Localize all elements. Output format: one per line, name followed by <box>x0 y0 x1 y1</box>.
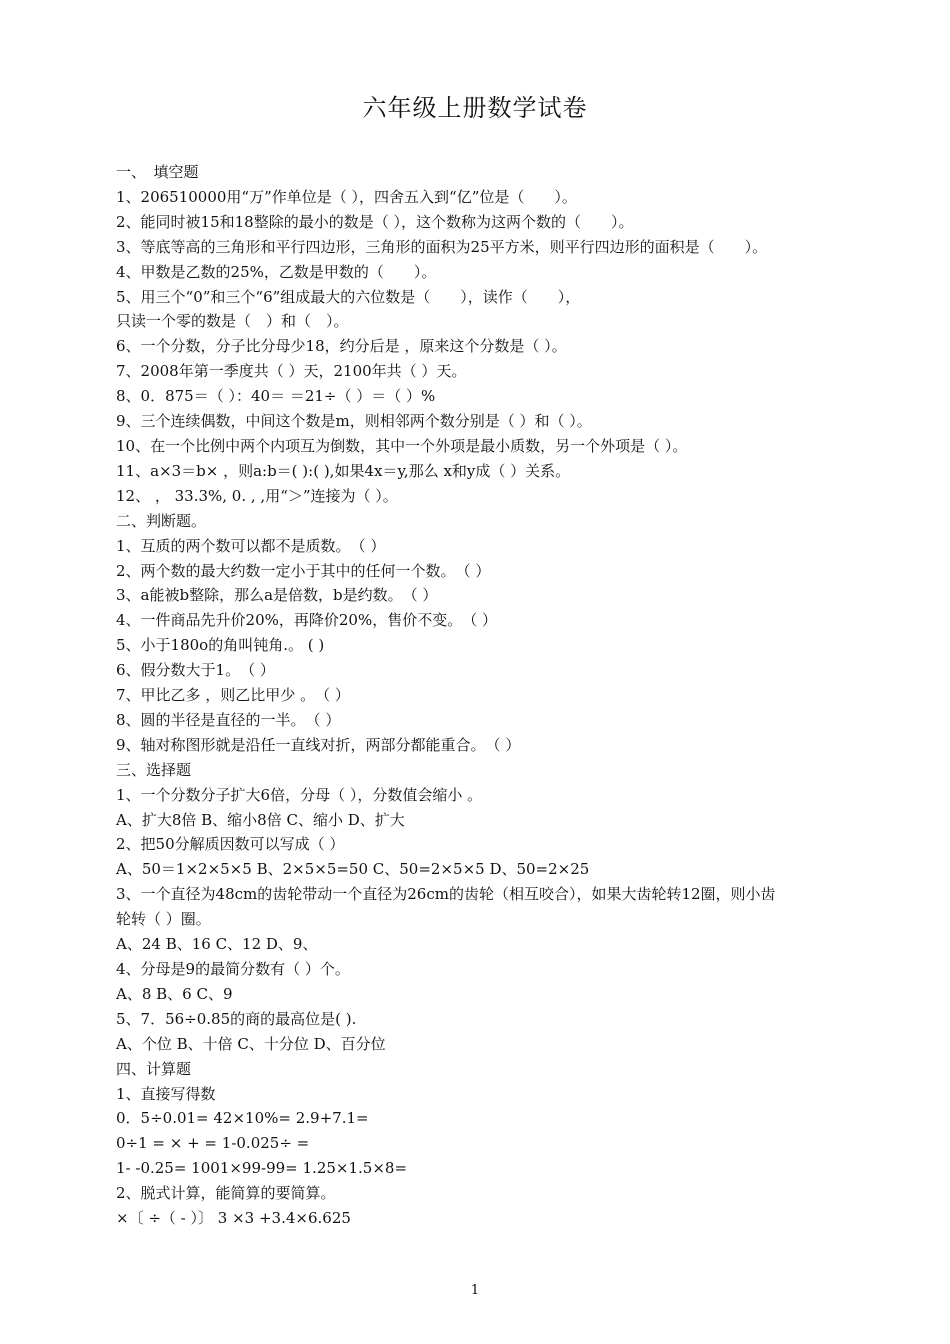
question-line: 11、a×3＝b× ，则a:b＝( ):( ),如果4x＝y,那么 x和y成（ ）关系。 <box>116 461 571 480</box>
calculation-line: 0．5÷0.01= 42×10%= 2.9+7.1= <box>116 1109 369 1128</box>
question-line: 6、一个分数，分子比分母少18，约分后是 ，原来这个分数是（ ）。 <box>116 337 567 356</box>
section-heading-multiple-choice: 三、选择题 <box>116 760 192 779</box>
page-number: 1 <box>470 1283 480 1298</box>
question-line: 1、206510000用“万”作单位是（ ），四舍五入到“亿”位是（ ）。 <box>116 187 577 206</box>
choice-options: A、个位 B、十倍 C、十分位 D、百分位 <box>116 1034 386 1053</box>
question-line: 9、三个连续偶数，中间这个数是m，则相邻两个数分别是（ ）和（ ）。 <box>116 412 592 431</box>
calculation-line: ×〔 ÷（ - ）〕 3 ×3 +3.4×6.625 <box>116 1209 351 1228</box>
question-line: 1、直接写得数 <box>116 1084 216 1103</box>
section-heading-fill-blank: 一、 填空题 <box>116 163 199 181</box>
question-line: 5、小于180o的角叫钝角.。 ( ) <box>116 636 325 655</box>
question-line: 2、把50分解质因数可以写成（ ） <box>116 835 345 854</box>
question-line: 1、互质的两个数可以都不是质数。 （ ） <box>116 536 386 555</box>
question-line: 4、分母是9的最简分数有（ ）个。 <box>116 960 350 978</box>
choice-options: A、24 B、16 C、12 D、9、 <box>116 935 318 954</box>
question-line: 2、能同时被15和18整除的最小的数是（ ），这个数称为这两个数的（ ）。 <box>116 212 634 231</box>
calculation-line: 0÷1 = × + = 1-0.025÷ = <box>116 1134 310 1153</box>
section-heading-true-false: 二、判断题。 <box>116 511 207 530</box>
question-line: 3、一个直径为48cm的齿轮带动一个直径为26cm的齿轮（相互咬合），如果大齿轮转12圈，则小齿 <box>116 885 776 904</box>
question-line: 12、 ， 33.3%, 0. , ,用“＞”连接为（ ）。 <box>116 486 398 505</box>
question-line: 4、甲数是乙数的25%，乙数是甲数的（ ）。 <box>116 262 437 281</box>
choice-options: A、扩大8倍 B、缩小8倍 C、缩小 D、扩大 <box>116 810 405 829</box>
question-line: 只读一个零的数是（ ）和（ ）。 <box>116 312 349 331</box>
question-line: 4、一件商品先升价20%，再降价20%，售价不变。 （ ） <box>116 611 497 630</box>
question-line: 轮转（ ）圈。 <box>116 910 211 929</box>
page-title: 六年级上册数学试卷 <box>362 94 588 122</box>
question-line: 7、甲比乙多 ，则乙比甲少 。 （ ） <box>116 686 350 705</box>
section-heading-calculation: 四、计算题 <box>116 1059 192 1078</box>
question-line: 1、一个分数分子扩大6倍，分母（ ），分数值会缩小 。 <box>116 785 483 804</box>
question-line: 2、两个数的最大约数一定小于其中的任何一个数。 （ ） <box>116 561 491 580</box>
question-line: 7、2008年第一季度共（ ）天，2100年共（ ）天。 <box>116 362 467 381</box>
question-line: 3、a能被b整除，那么a是倍数，b是约数。 （ ） <box>116 586 438 605</box>
calculation-line: 1- -0.25= 1001×99-99= 1.25×1.5×8= <box>116 1159 408 1178</box>
question-line: 10、在一个比例中两个内项互为倒数，其中一个外项是最小质数，另一个外项是（ ）。 <box>116 436 688 455</box>
question-line: 5、7．56÷0.85的商的最高位是( ). <box>116 1009 357 1028</box>
question-line: 5、用三个“0”和三个“6”组成最大的六位数是（ ），读作（ ）， <box>116 287 581 306</box>
question-line: 8、0．875＝（ ）：40＝ ＝21÷（ ）＝（ ）% <box>116 387 436 406</box>
question-line: 3、等底等高的三角形和平行四边形，三角形的面积为25平方米，则平行四边形的面积是（ ）。 <box>116 237 768 256</box>
question-line: 6、假分数大于1。 （ ） <box>116 661 275 680</box>
question-line: 8、圆的半径是直径的一半。 （ ） <box>116 710 341 729</box>
question-line: 9、轴对称图形就是沿任一直线对折，两部分都能重合。 （ ） <box>116 735 521 754</box>
choice-options: A、8 B、6 C、9 <box>116 984 233 1003</box>
choice-options: A、50＝1×2×5×5 B、2×5×5=50 C、50=2×5×5 D、50=2×25 <box>116 860 590 879</box>
question-line: 2、脱式计算，能简算的要简算。 <box>116 1184 336 1203</box>
exam-content <box>116 160 856 1231</box>
